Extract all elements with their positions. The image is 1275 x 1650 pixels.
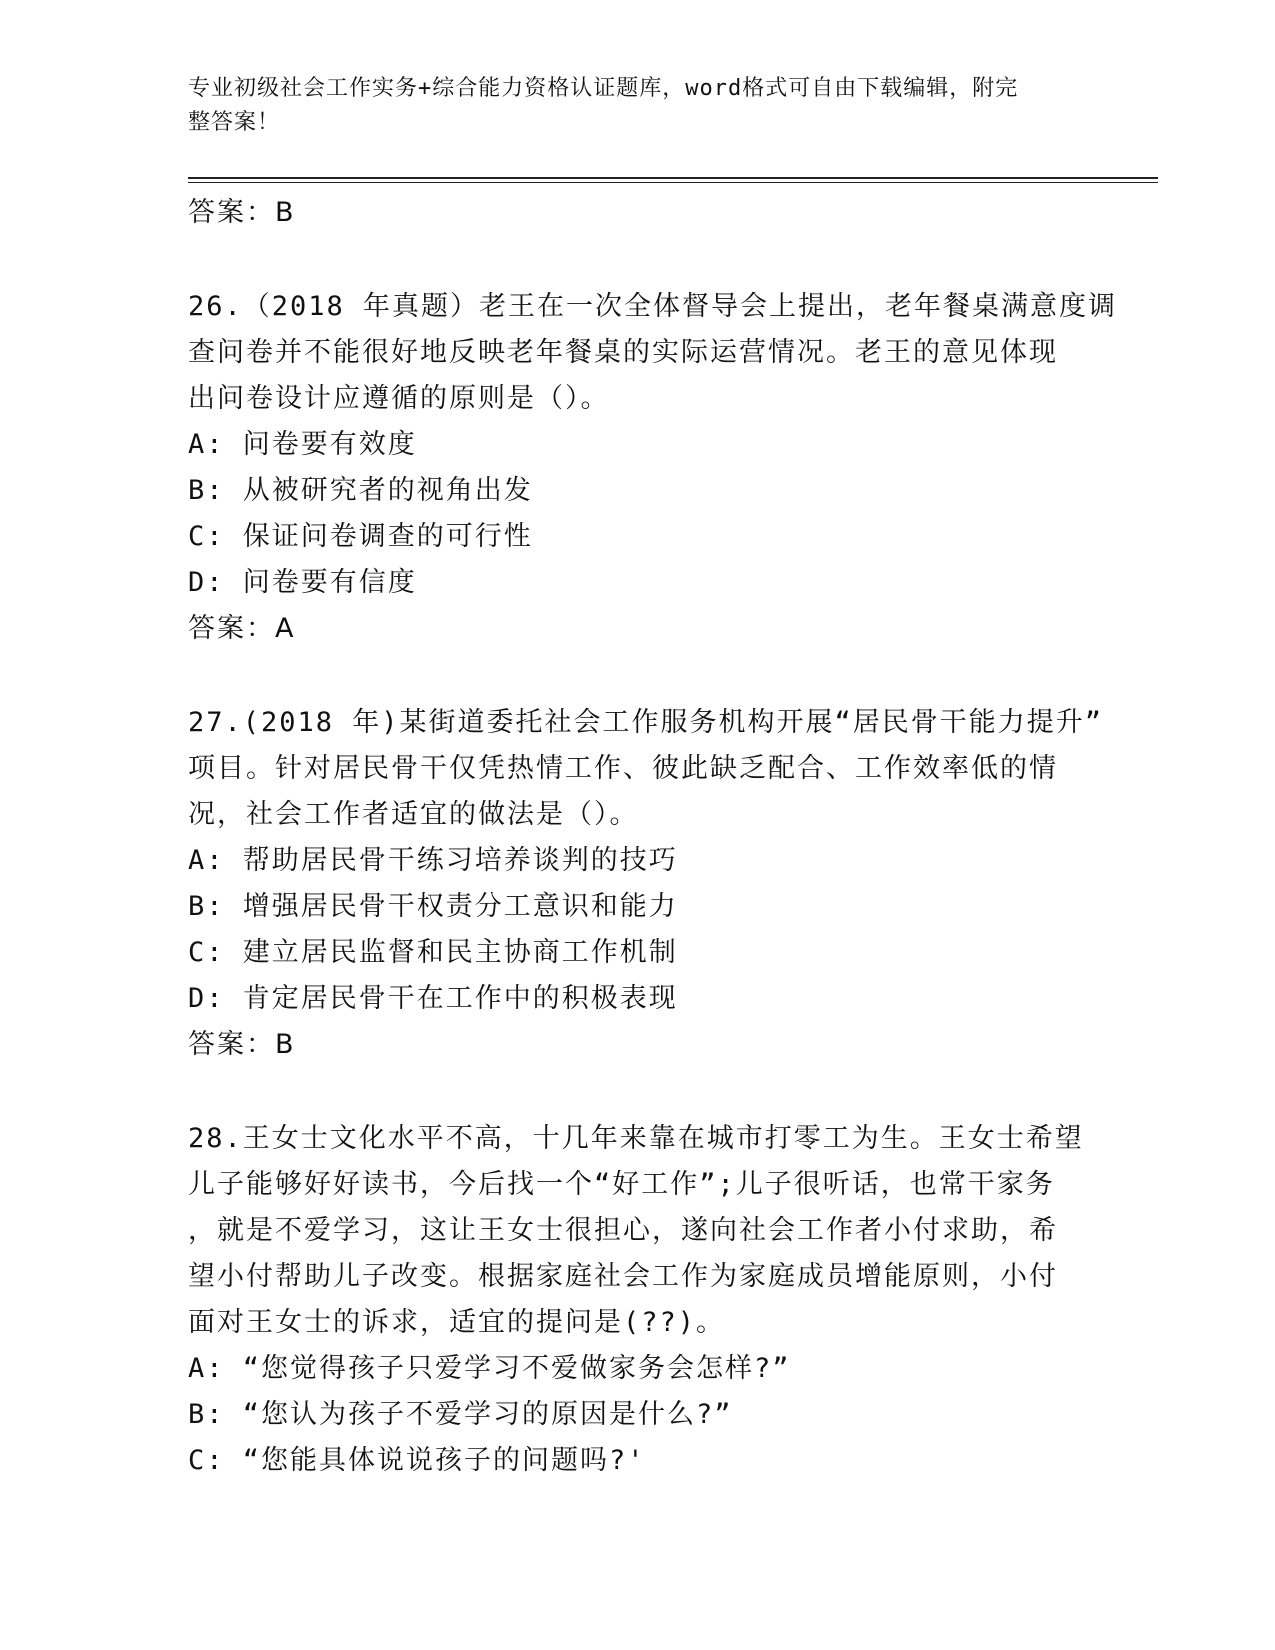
question-28 (188, 1116, 1088, 1484)
answer-line: 答案：B (188, 1029, 296, 1060)
header-divider (188, 177, 1158, 179)
option-d: D: 肯定居民骨干在工作中的积极表现 (188, 983, 678, 1014)
option-c: C: “您能具体说说孩子的问题吗?' (188, 1445, 646, 1476)
question-stem-line: 儿子能够好好读书，今后找一个“好工作”;儿子很听话，也常干家务 (188, 1169, 1055, 1200)
question-stem-line: ，就是不爱学习，这让王女士很担心，遂向社会工作者小付求助，希 (188, 1215, 1058, 1246)
option-a: A: “您觉得孩子只爱学习不爱做家务会怎样?” (188, 1353, 791, 1384)
option-b: B: “您认为孩子不爱学习的原因是什么?” (188, 1399, 733, 1430)
question-stem-line: 26.（2018 年真题）老王在一次全体督导会上提出，老年餐桌满意度调 (188, 291, 1118, 322)
option-d: D: 问卷要有信度 (188, 567, 417, 598)
option-a: A: 问卷要有效度 (188, 429, 417, 460)
page-header (188, 72, 1088, 140)
spacer (188, 1068, 1088, 1116)
question-stem-line: 况，社会工作者适宜的做法是（）。 (188, 799, 639, 830)
option-b: B: 增强居民骨干权责分工意识和能力 (188, 891, 678, 922)
header-line-2: 整答案！ (188, 110, 281, 135)
question-list (188, 190, 1118, 1484)
question-stem-line: 28.王女士文化水平不高，十几年来靠在城市打零工为生。王女士希望 (188, 1123, 1084, 1154)
question-26 (188, 284, 1118, 652)
question-stem-line: 项目。针对居民骨干仅凭热情工作、彼此缺乏配合、工作效率低的情 (188, 753, 1058, 784)
option-a: A: 帮助居民骨干练习培养谈判的技巧 (188, 845, 678, 876)
question-stem-line: 出问卷设计应遵循的原则是（）。 (188, 383, 610, 414)
question-stem-line: 27.(2018 年)某街道委托社会工作服务机构开展“居民骨干能力提升” (188, 707, 1104, 738)
spacer (188, 236, 1088, 284)
question-27 (188, 700, 1104, 1068)
option-c: C: 建立居民监督和民主协商工作机制 (188, 937, 678, 968)
question-stem-line: 查问卷并不能很好地反映老年餐桌的实际运营情况。老王的意见体现 (188, 337, 1058, 368)
previous-answer: 答案：B (188, 197, 296, 228)
answer-line: 答案：A (188, 613, 296, 644)
question-stem-line: 望小付帮助儿子改变。根据家庭社会工作为家庭成员增能原则，小付 (188, 1261, 1058, 1292)
option-b: B: 从被研究者的视角出发 (188, 475, 533, 506)
question-stem-line: 面对王女士的诉求，适宜的提问是(??)。 (188, 1307, 726, 1338)
header-line-1: 专业初级社会工作实务+综合能力资格认证题库，word格式可自由下载编辑，附完 (188, 76, 1019, 101)
header-divider-thin (188, 182, 1158, 183)
spacer (188, 652, 1088, 700)
option-c: C: 保证问卷调查的可行性 (188, 521, 533, 552)
